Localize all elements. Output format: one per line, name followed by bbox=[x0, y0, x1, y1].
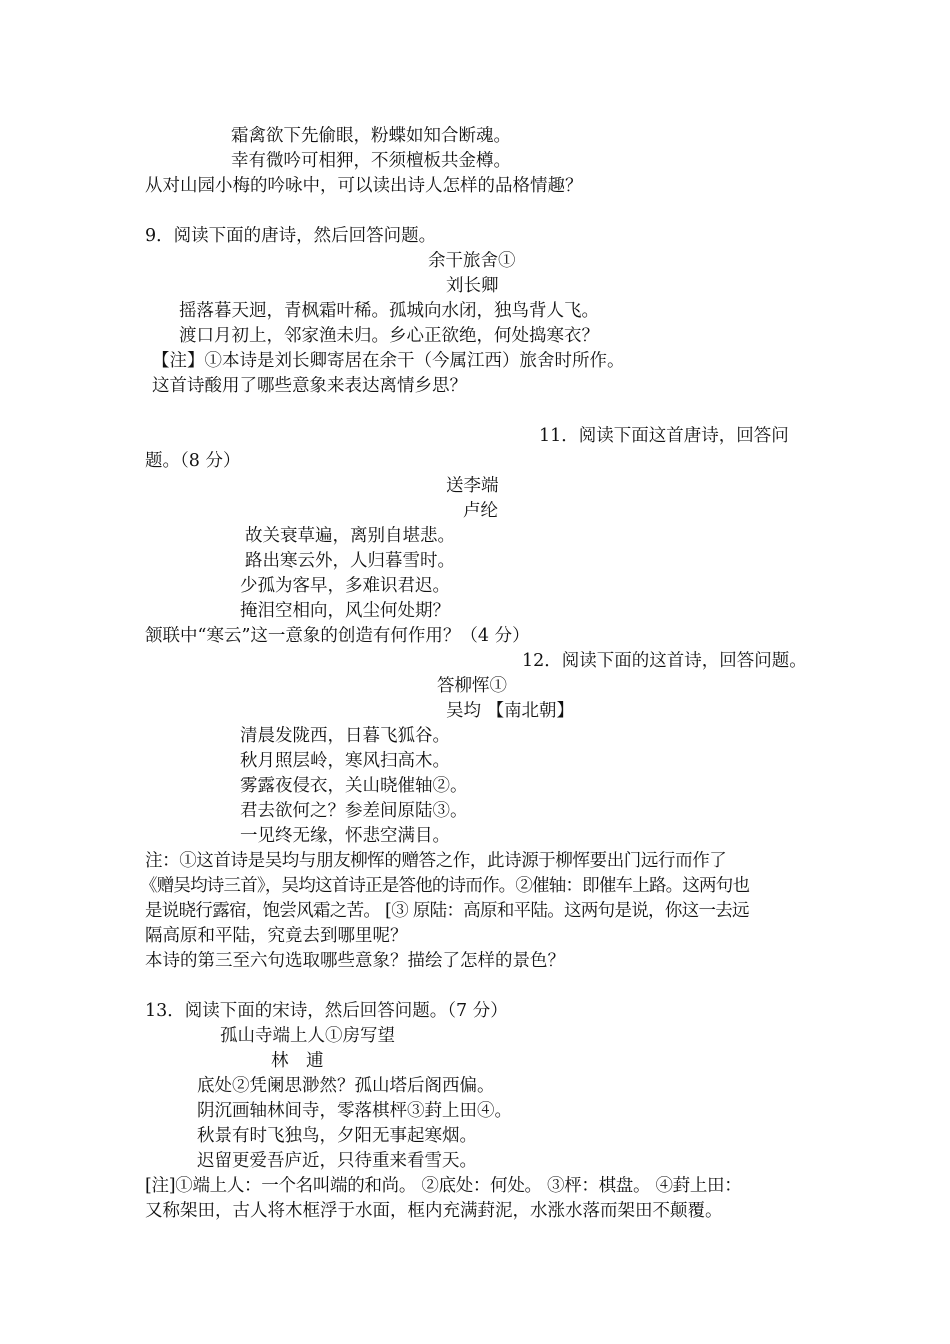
question-heading: 11．阅读下面这首唐诗，回答问 bbox=[539, 426, 789, 446]
poem-line: 故关衰草遍，离别自堪悲。 bbox=[245, 526, 455, 546]
note-text: 又称架田，古人将木框浮于水面，框内充满葑泥，水涨水落而架田不颠覆。 bbox=[145, 1201, 723, 1221]
question-heading-cont: 题。（8 分） bbox=[145, 451, 241, 471]
poem-line: 幸有微吟可相狎，不须檀板共金樽。 bbox=[231, 151, 511, 171]
poem-line: 秋景有时飞独鸟，夕阳无事起寒烟。 bbox=[197, 1126, 477, 1146]
note-text: 《赠吴均诗三首》，吴均这首诗正是答他的诗而作。②催轴：即催车上路。这两句也 bbox=[140, 876, 750, 896]
poem-line: 迟留更爱吾庐近，只待重来看雪天。 bbox=[197, 1151, 477, 1171]
poem-line: 秋月照层岭，寒风扫高木。 bbox=[240, 751, 450, 771]
poem-line: 少孤为客早，多难识君迟。 bbox=[240, 576, 450, 596]
poem-line: 霜禽欲下先偷眼，粉蝶如知合断魂。 bbox=[231, 126, 511, 146]
poem-line: 渡口月初上，邻家渔未归。乡心正欲绝，何处捣寒衣？ bbox=[179, 326, 599, 346]
question-text: 本诗的第三至六句选取哪些意象？描绘了怎样的景色？ bbox=[145, 951, 565, 971]
poem-title: 孤山寺端上人①房写望 bbox=[220, 1026, 395, 1046]
question-text: 这首诗酸用了哪些意象来表达离情乡思？ bbox=[152, 376, 467, 396]
note-text: 隔高原和平陆，究竟去到哪里呢？ bbox=[145, 926, 408, 946]
poem-line: 掩泪空相向，风尘何处期？ bbox=[240, 601, 450, 621]
note-text: [注]①端上人：一个名叫端的和尚。 ②底处：何处。 ③枰：棋盘。 ④葑上田： bbox=[145, 1176, 742, 1196]
poem-line: 路出寒云外，人归暮雪时。 bbox=[245, 551, 455, 571]
question-heading: 12．阅读下面的这首诗，回答问题。 bbox=[522, 651, 807, 671]
poem-line: 阴沉画轴林间寺，零落棋枰③葑上田④。 bbox=[197, 1101, 512, 1121]
note-text: 是说晓行露宿，饱尝风霜之苦。 [③ 原陆：高原和平陆。这两句是说，你这一去远 bbox=[145, 901, 749, 921]
question-heading: 13．阅读下面的宋诗，然后回答问题。（7 分） bbox=[145, 1001, 508, 1021]
poem-title: 送李端 bbox=[446, 476, 499, 496]
poem-title: 答柳恽① bbox=[437, 676, 507, 696]
note-text: 注：①这首诗是吴均与朋友柳恽的赠答之作，此诗源于柳恽要出门远行而作了 bbox=[145, 851, 727, 871]
poem-author: 吴均 【南北朝】 bbox=[446, 701, 575, 721]
question-text: 颔联中“寒云”这一意象的创造有何作用？（4 分） bbox=[145, 626, 530, 646]
poem-author: 林 逋 bbox=[271, 1051, 324, 1071]
note-text: 【注】①本诗是刘长卿寄居在余干（今属江西）旅舍时所作。 bbox=[152, 351, 625, 371]
poem-title: 余干旅舍① bbox=[428, 251, 516, 271]
poem-line: 底处②凭阑思渺然？孤山塔后阁西偏。 bbox=[197, 1076, 495, 1096]
poem-author: 卢纶 bbox=[463, 501, 498, 521]
question-text: 从对山园小梅的吟咏中，可以读出诗人怎样的品格情趣？ bbox=[145, 176, 583, 196]
poem-line: 君去欲何之？参差间原陆③。 bbox=[240, 801, 468, 821]
poem-author: 刘长卿 bbox=[446, 276, 499, 296]
poem-line: 清晨发陇西，日暮飞狐谷。 bbox=[240, 726, 450, 746]
poem-line: 摇落暮天迥，青枫霜叶稀。孤城向水闭，独鸟背人飞。 bbox=[179, 301, 599, 321]
poem-line: 雾露夜侵衣，关山晓催轴②。 bbox=[240, 776, 468, 796]
question-heading: 9．阅读下面的唐诗，然后回答问题。 bbox=[145, 226, 437, 246]
poem-line: 一见终无缘，怀悲空满目。 bbox=[240, 826, 450, 846]
